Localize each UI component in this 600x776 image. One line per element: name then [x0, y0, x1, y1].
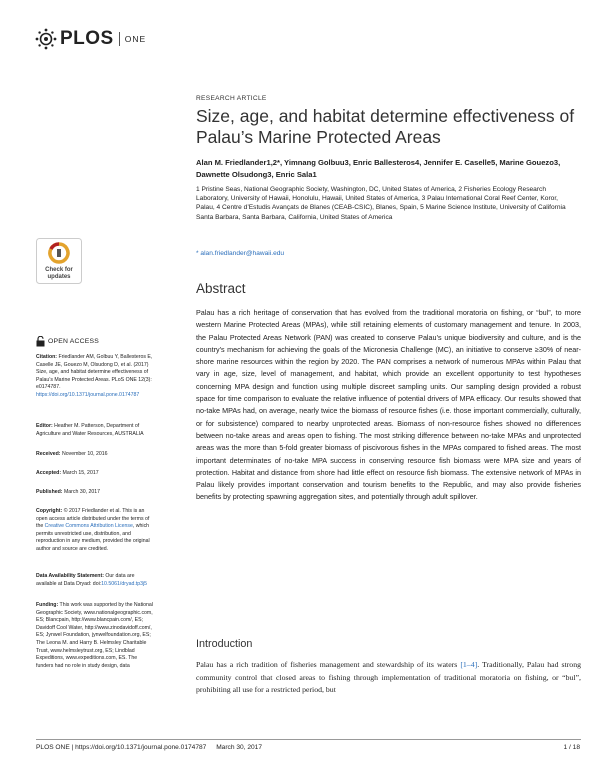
introduction-text [196, 659, 581, 697]
accepted-date: March 15, 2017 [62, 470, 99, 476]
copyright-block [36, 508, 154, 554]
editor-block [36, 423, 154, 438]
abstract-heading: Abstract [196, 281, 246, 296]
check-label-1: Check for [45, 267, 73, 273]
check-for-updates-icon [36, 238, 82, 284]
article-type: RESEARCH ARTICLE [196, 95, 267, 102]
corresponding-email[interactable] [196, 250, 284, 257]
funding-block [36, 602, 154, 670]
introduction-heading: Introduction [196, 638, 253, 650]
accepted-label: Accepted: [36, 470, 62, 476]
open-lock-icon [36, 336, 45, 347]
license-link[interactable]: Creative Commons Attribution License [44, 523, 133, 530]
funding-label: Funding: [36, 602, 59, 608]
email-link[interactable]: * alan.friedlander@hawaii.edu [196, 250, 285, 257]
check-label-2: updates [47, 274, 71, 280]
data-availability-text: Our data are available at Data Dryad: doi: [36, 573, 135, 587]
received-block [36, 451, 154, 459]
logo-divider [119, 32, 120, 46]
author-list: Alan M. Friedlander1,2*, Yimnang Golbuu3, Enric Ballesteros4, Jennifer E. Caselle5, Marine Gouezo3, Dawnette Olsudong3, Enric Sala1 [196, 158, 561, 179]
editor-label: Editor: [36, 423, 53, 429]
published-block [36, 489, 154, 497]
copyright-text: © 2017 Friedlander et al. This is an open access article distributed under the terms of the [36, 508, 150, 530]
published-label: Published: [36, 489, 63, 495]
citation-label: Citation: [36, 354, 58, 360]
plos-logo-icon [35, 28, 57, 50]
intro-text-a: Palau has a rich tradition of fisheries management and stewardship of its waters [196, 660, 461, 669]
received-date: November 10, 2016 [61, 451, 108, 457]
citation-text: Friedlander AM, Golbuu Y, Ballesteros E, Caselle JE, Gouezo M, Olsudong D, et al. (2017) Size, age, and habitat determine effectiveness of Palau’s Marine Protected Areas. PLoS ONE 12(3): e0174787. [36, 354, 153, 391]
funding-text: This work was supported by the National Geographic Society, www.nationalgeographic.com, ES; Blancpain, http://www.blancpain.com/, ES; Davidoff Cool Water, http://www.zinodavidoff.com/, ES; Jynwel Foundation, jynwelfoundation.org, ES; The Leona M. and Harry B. Helmsley Charitable Trust, www.helmsleytrust.org, ES; Lindblad Expeditions, www.expeditions.com, ES. The funders had no role in study design, data [36, 602, 153, 669]
received-label: Received: [36, 451, 61, 457]
citation-doi-link[interactable]: https://doi.org/10.1371/journal.pone.0174787 [36, 391, 140, 398]
data-doi-link[interactable]: 10.5061/dryad.tp3j5 [101, 580, 148, 587]
reference-link[interactable]: [1–4] [460, 660, 478, 669]
page-number: 1 / 18 [563, 744, 580, 751]
open-access-label: OPEN ACCESS [48, 338, 99, 345]
editor-text: Heather M. Patterson, Department of Agriculture and Water Resources, AUSTRALIA [36, 423, 144, 437]
data-availability-block [36, 573, 154, 588]
footer-divider [36, 739, 581, 740]
open-access-badge [36, 336, 99, 347]
footer [36, 744, 262, 751]
article-title: Size, age, and habitat determine effectiveness of Palau’s Marine Protected Areas [196, 106, 575, 147]
published-date: March 30, 2017 [63, 489, 101, 495]
data-availability-label: Data Availability Statement: [36, 573, 104, 579]
abstract-text: Palau has a rich heritage of conservation that has evolved from the traditional moratoria on fishing, or “bul”, to more western Marine Protected Areas (MPAs), while still retaining elements of customary management and tenure. In 2003, the Palau Protected Areas Network (PAN) was created to conserve Palau’s unique biodiversity and culture, and is the country’s mechanism for achieving the goals of the Micronesia Challenge (MC), an initiative to conserve ≥30% of near-shore marine resources within the region by 2020. The PAN comprises a network of numerous MPAs within Palau that vary in age, size, level of management, and habitat, which provide an excellent opportunity to test hypotheses concerning MPA design and function using multiple discreet sampling units. Our sampling design provided a robust space for time comparison to evaluate the relative influence of potential drivers of MPA efficacy. Our results showed that no-take MPAs had, on average, nearly twice the biomass of resource fishes (i.e. those important commercially, culturally, or for subsistence) compared to nearby unprotected areas. Biomass of non-resource fishes showed no differences between no-take areas and areas open to fishing. The most striking difference between no-take MPAs and unprotected areas was the more than 5-fold greater biomass of piscivorous fishes in the MPAs compared to fished areas. The most important determinates of no-take MPA success in conserving resource fish biomass were MPA size and years of protection. Habitat and distance from shore had little effect on resource fish biomass. The extensive network of MPAs in Palau likely provides important conservation and tourism benefits to the Republic, and may also provide fisheries benefits by protecting spawning aggregation sites, and potentially through adult spillover. [196, 308, 581, 502]
footer-doi[interactable]: PLOS ONE | https://doi.org/10.1371/journal.pone.0174787 [36, 744, 207, 751]
footer-date: March 30, 2017 [216, 744, 263, 751]
check-for-updates-badge[interactable] [36, 238, 82, 284]
journal-subname: ONE [124, 34, 147, 44]
accepted-block [36, 470, 154, 478]
intro-text-b: . Traditionally, Palau had strong community control that closed areas to fishing through implementation of traditional moratoria on fishing, or “bul”, prohibiting all use for a restricted period, but [196, 660, 581, 695]
copyright-label: Copyright: [36, 508, 63, 514]
affiliations: 1 Pristine Seas, National Geographic Society, Washington, DC, United States of America, 2 Fisheries Ecology Research Laboratory, University of Hawaii, Honolulu, Hawaii, United States of America, 3 Palau International Coral Reef Center, Koror, Palau, 4 Centre d’Estudis Avançats de Blanes (CEAB-CSIC), Blanes, Spain, 5 Marine Science Institute, University of California Santa Barbara, Santa Barbara, California, United States of America [196, 186, 566, 221]
journal-name: PLOS [60, 28, 114, 49]
copyright-rest: , which permits unrestricted use, distribution, and reproduction in any medium, provided the original author and source are credited. [36, 523, 150, 552]
citation-block [36, 354, 154, 400]
plos-logo[interactable] [35, 28, 146, 50]
